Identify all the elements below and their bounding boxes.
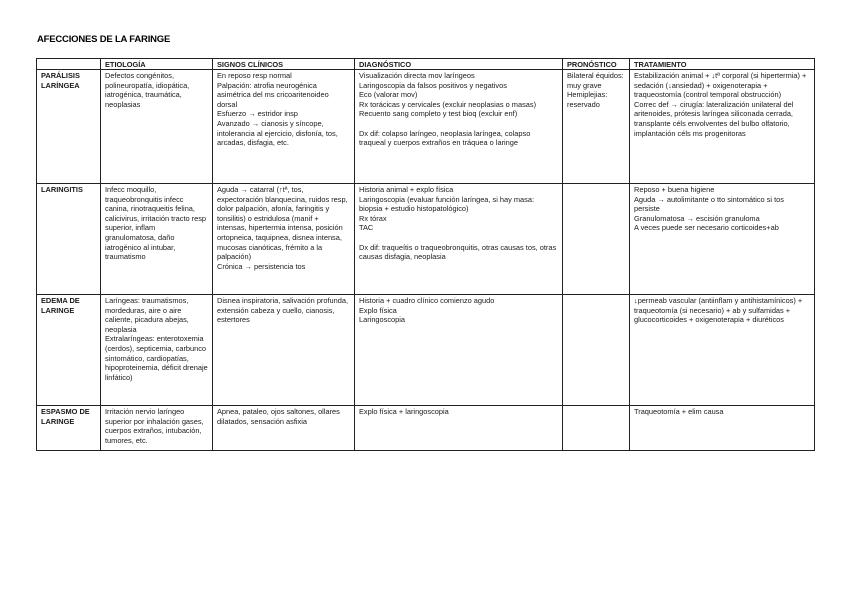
diagnostico-cell xyxy=(355,70,563,184)
cell-line: ↓permeab vascular (antiinflam y antihistamínicos) + traqueotomía (si necesario) + ab y sulfamidas + glucocorticoides + oxigenoterapia + diuréticos xyxy=(634,296,803,325)
row-name-edema: EDEMA DE LARINGE xyxy=(37,295,101,406)
line-gap xyxy=(359,233,558,243)
etiologia-cell xyxy=(101,184,213,295)
row-name-paralisis: PARÁLISIS LARÍNGEA xyxy=(37,70,101,184)
tratamiento-cell xyxy=(630,184,815,295)
etiologia-cell xyxy=(101,406,213,451)
cell-line: Eco (valorar mov) xyxy=(359,90,418,100)
etiologia-cell xyxy=(101,295,213,406)
cell-line: Disnea inspiratoria, salivación profunda, extensión cabeza y cuello, cianosis, estertores xyxy=(217,296,349,325)
page-title: AFECCIONES DE LA FARINGE xyxy=(37,34,171,45)
tratamiento-cell xyxy=(630,295,815,406)
table-row xyxy=(37,70,815,184)
diagnostico-cell xyxy=(355,295,563,406)
cell-line: Crónica → persistencia tos xyxy=(217,261,306,271)
cell-line: Dx dif: colapso laríngeo, neoplasia laríngea, colapso traqueal y cuerpos extraños en tráquea o laringe xyxy=(359,128,531,148)
signos-cell xyxy=(213,184,355,295)
table-header-row xyxy=(37,59,815,70)
cell-line: Laringoscopia xyxy=(359,315,406,325)
pronostico-cell xyxy=(563,70,630,184)
cell-line: Infecc moquillo, traqueobronquitis infecc canina, rinotraqueitis felina, calicivirus, irritación tracto resp superior, inflam granulomatosa, daño iatrogénico al intubar, traumatismo xyxy=(105,185,207,262)
cell-line: Apnea, pataleo, ojos saltones, ollares dilatados, sensación asfixia xyxy=(217,407,340,426)
signos-cell xyxy=(213,70,355,184)
afecciones-table xyxy=(36,58,815,451)
header-etiologia: ETIOLOGÍA xyxy=(101,59,213,70)
cell-line: Avanzado → cianosis y síncope, intolerancia al ejercicio, disfonía, tos, arcadas, disfagia, etc. xyxy=(217,118,338,148)
pronostico-cell xyxy=(563,406,630,451)
cell-line: Traqueotomía + elim causa xyxy=(634,407,724,416)
cell-line: Explo física + laringoscopia xyxy=(359,407,449,416)
row-name-laringitis: LARINGITIS xyxy=(37,184,101,295)
header-signos: SIGNOS CLÍNICOS xyxy=(213,59,355,70)
signos-cell xyxy=(213,295,355,406)
line-gap xyxy=(359,119,558,129)
cell-line: Esfuerzo → estridor insp xyxy=(217,109,298,119)
cell-line: Laríngeas: traumatismos, mordeduras, aire o aire caliente, picadura abejas, neoplasia xyxy=(105,296,189,334)
signos-cell xyxy=(213,406,355,451)
table-row xyxy=(37,295,815,406)
cell-line: Aguda → catarral (↑tª, tos, expectoración blanquecina, ruidos resp, dolor palpación, afonía, faringitis y tonsilitis) o estridulosa (manif + intensas, hipertermia intensa, posición ortopneica, taquipnea, disnea intensa, mucosas cianóticas, frémito a la palpación) xyxy=(217,185,348,262)
cell-line: Recuento sang completo y test bioq (excluir enf) xyxy=(359,109,518,119)
table-row xyxy=(37,406,815,451)
cell-line: Dx dif: traqueítis o traqueobronquitis, otras causas tos, otras causas disfagia, neoplasia xyxy=(359,242,557,262)
etiologia-cell xyxy=(101,70,213,184)
pronostico-cell xyxy=(563,295,630,406)
cell-line: Rx torácicas y cervicales (excluir neoplasias o masas) xyxy=(359,99,537,109)
cell-line: Granulomatosa → escisión granuloma xyxy=(634,213,760,223)
tratamiento-cell xyxy=(630,406,815,451)
cell-line: Bilateral équidos: muy grave xyxy=(567,71,624,90)
table-row xyxy=(37,184,815,295)
row-name-espasmo: ESPASMO DE LARINGE xyxy=(37,406,101,451)
cell-line: Rx tórax xyxy=(359,213,387,223)
cell-line: Historia + cuadro clínico comienzo agudo xyxy=(359,296,495,305)
diagnostico-cell xyxy=(355,406,563,451)
pronostico-cell xyxy=(563,184,630,295)
cell-line: TAC xyxy=(359,223,374,233)
cell-line: Extralaríngeas: enterotoxemia (cerdos), septicemia, carbunco sintomático, cardiopatías, hipoproteinemia, déficit drenaje linfático) xyxy=(105,334,208,382)
cell-line: A veces puede ser necesario corticoides+ab xyxy=(634,223,779,233)
cell-line: Visualización directa mov laríngeos xyxy=(359,71,475,80)
cell-line: Laringoscopia (evaluar función laríngea, si hay masa: biopsia + estudio histopatológico) xyxy=(359,194,535,214)
cell-line: En reposo resp normal xyxy=(217,71,292,80)
tratamiento-cell xyxy=(630,70,815,184)
cell-line: Defectos congénitos, polineuropatía, idiopática, iatrogénica, traumática, neoplasias xyxy=(105,71,190,109)
header-diagnostico: DIAGNÓSTICO xyxy=(355,59,563,70)
cell-line: Irritación nervio laríngeo superior por inhalación gases, cuerpos extraños, intubación, tumores, etc. xyxy=(105,407,204,445)
cell-line: Palpación: atrofia neurogénica asimétrica del ms cricoaritenoideo dorsal xyxy=(217,80,329,109)
header-tratamiento: TRATAMIENTO xyxy=(630,59,815,70)
cell-line: Aguda → autolimitante o tto sintomático si tos persiste xyxy=(634,194,784,214)
cell-line: Explo física xyxy=(359,305,397,315)
cell-line: Laringoscopia da falsos positivos y negativos xyxy=(359,80,507,90)
cell-line: Reposo + buena higiene xyxy=(634,185,715,194)
cell-line: Correc def → cirugía: lateralización unilateral del aritenoides, prótesis laríngea siliconada cerrada, transplante céls envolventes del bulbo olfatorio, implantación céls ms progenitoras xyxy=(634,99,794,138)
header-corner xyxy=(37,59,101,70)
diagnostico-cell xyxy=(355,184,563,295)
header-pronostico: PRONÓSTICO xyxy=(563,59,630,70)
cell-line: Historia animal + explo física xyxy=(359,185,454,194)
cell-line: Estabilización animal + ↓tª corporal (si hipertermia) + sedación (↓ansiedad) + oxigenoterapia + traqueostomía (control temporal obstrucción) xyxy=(634,71,807,100)
cell-line: Hemiplejias: reservado xyxy=(567,90,608,109)
